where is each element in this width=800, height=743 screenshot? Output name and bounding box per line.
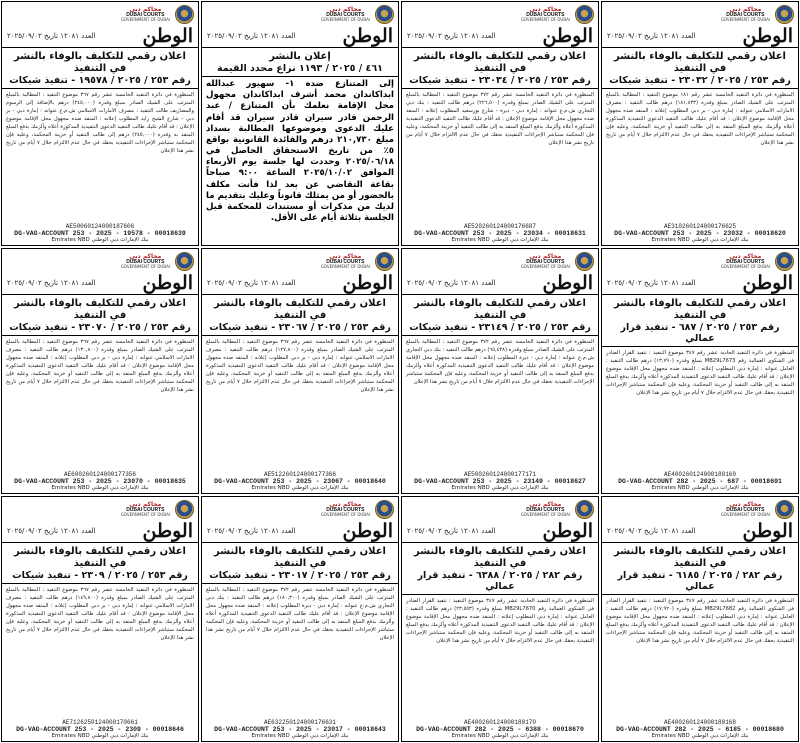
newspaper-name: الوطن bbox=[142, 519, 193, 542]
account-number: DG-VAG-ACCOUNT 253 - 2025 - 23070 - 00018635 bbox=[14, 478, 186, 485]
notice-footer bbox=[606, 223, 794, 243]
notice-headline bbox=[202, 295, 398, 336]
dubai-courts-logo bbox=[721, 502, 770, 517]
dubai-courts-logo bbox=[121, 7, 170, 22]
headline-case-number: ٤٦١ / ٢٠٢٥ / ١١٩٣ نزاع محدد القيمة bbox=[217, 62, 383, 74]
dubai-emblem-icon bbox=[175, 252, 194, 271]
government-label: GOVERNMENT OF DUBAI bbox=[120, 264, 170, 269]
bank-name: بنك الإمارات دبي الوطني Emirates NBD bbox=[451, 733, 549, 739]
notice-body: المنظورة في دائرة التنفيذ الحادية عشر رقم ٣٤٧ موضوع التنفيذ : تنفيذ القرار الصادر في الشكوى العمالية رقم MB29L7673 بمبلغ وقدره (١٣,٧٩٠) درهم طالب التنفيذ : العامل عنوانه : إمارة دبي المطلوب إعلانه : المنفذ ضده مجهول محل الإقامة موضوع الإعلان : قد أقام عليك طالب التنفيذ الدعوى التنفيذية المذكورة أعلاه وألزمك بدفع المبلغ المنفذ به إلى طالب التنفيذ أو خزينة المحكمة، وعليه فإن المحكمة ستباشر الإجراءات التنفيذية بحقك في حال عدم الالتزام خلال ٧ أيام من تاريخ نشر هذا الإعلان bbox=[606, 350, 794, 397]
newspaper-masthead bbox=[2, 272, 198, 295]
reference-number: AE50060124000187606 bbox=[65, 223, 135, 230]
notice-footer bbox=[6, 719, 194, 739]
reference-number: AE400260124000188170 bbox=[463, 719, 536, 726]
notice-footer bbox=[206, 719, 394, 739]
headline-title: اعلان رقمي للتكليف بالوفاء بالنشر في التنفيذ bbox=[14, 298, 186, 321]
dubai-courts-logo bbox=[521, 254, 570, 269]
dubai-emblem-icon bbox=[575, 252, 594, 271]
account-number: DG-VAG-ACCOUNT 253 - 2025 - 23067 - 00018640 bbox=[214, 478, 386, 485]
notice-body: المنظورة في دائرة التنفيذ الخامسة عشر رقم ٣٧٢ موضوع التنفيذ : المطالبة بالمبلغ المترتب على الشيك الصادر بمبلغ وقدره (٢٢٦,٥٠٠) درهم طالب التنفيذ : بنك دبي التجاري ش.م.ع عنوانه : إمارة دبي - ديرة - شارع بورسعيد المطلوب إعلانه : المنفذ ضده مجهول محل الإقامة موضوع الإعلان : قد أقام عليك طالب التنفيذ الدعوى التنفيذية المذكورة أعلاه وألزمك بدفع المبلغ المنفذ به إلى طالب التنفيذ أو خزينة المحكمة، وعليه فإن المحكمة ستباشر الإجراءات التنفيذية بحقك في حال عدم الالتزام خلال ٧ أيام من تاريخ نشر هذا الإعلان bbox=[406, 91, 594, 147]
notice-body: المنظورة في دائرة التنفيذ الحادية عشر رقم ٣٤٧ موضوع التنفيذ : تنفيذ القرار الصادر في الشكوى العمالية رقم MB29L7682 بمبلغ وقدره (١٧,٩٢٠) درهم طالب التنفيذ : العامل عنوانه : إمارة دبي المطلوب إعلانه : المنفذ ضده مجهول محل الإقامة موضوع الإعلان : قد أقام عليك طالب التنفيذ الدعوى التنفيذية المذكورة أعلاه وألزمك بدفع المبلغ المنفذ به إلى طالب التنفيذ أو خزينة المحكمة، وعليه فإن المحكمة ستباشر الإجراءات التنفيذية بحقك في حال عدم الالتزام خلال ٧ أيام من تاريخ نشر هذا الإعلان bbox=[606, 598, 794, 645]
dubai-emblem-icon bbox=[575, 500, 594, 519]
account-number: DG-VAG-ACCOUNT 282 - 2025 - 687 - 00018691 bbox=[618, 478, 782, 485]
headline-case-number: رقم ٢٥٣ / ٢٠٢٥ / ٢٣٠١٧ - تنفيذ شيكات bbox=[209, 569, 391, 581]
court-notice bbox=[1, 1, 199, 246]
court-name-en: DUBAI COURTS bbox=[326, 507, 365, 513]
dubai-courts-logo bbox=[321, 7, 370, 22]
government-label: GOVERNMENT OF DUBAI bbox=[520, 264, 570, 269]
court-name-en: DUBAI COURTS bbox=[126, 12, 165, 18]
court-name-en: DUBAI COURTS bbox=[126, 259, 165, 265]
dubai-emblem-icon bbox=[575, 5, 594, 24]
reference-number: AE400260124000188169 bbox=[663, 471, 736, 478]
court-name-en: DUBAI COURTS bbox=[726, 507, 765, 513]
court-notice bbox=[601, 248, 799, 494]
court-name-ar: محاكم دبي bbox=[729, 501, 762, 508]
court-name-ar: محاكم دبي bbox=[129, 501, 162, 508]
court-name-ar: محاكم دبي bbox=[129, 253, 162, 260]
court-name-en: DUBAI COURTS bbox=[326, 259, 365, 265]
newspaper-name: الوطن bbox=[342, 24, 393, 47]
newspaper-name: الوطن bbox=[542, 519, 593, 542]
headline-title: اعلان رقمي للتكليف بالوفاء بالنشر في التنفيذ bbox=[214, 546, 386, 569]
court-notice bbox=[1, 248, 199, 494]
dubai-courts-logo bbox=[721, 7, 770, 22]
court-name-ar: محاكم دبي bbox=[729, 6, 762, 13]
issue-date: العدد ١٢٠٨١ تاريخ ٢٠٢٥/٠٩/٠٢ bbox=[7, 32, 96, 40]
dubai-emblem-icon bbox=[775, 252, 794, 271]
court-notice bbox=[601, 1, 799, 246]
account-number: DG-VAG-ACCOUNT 253 - 2025 - 23149 - 00018627 bbox=[414, 478, 586, 485]
notice-body: إلى المتنازع ضده ١- سهيور عبدالله ابداكاندان محمد أشرف ابداكاندان مجهول محل الإقامة نعلمك بأن المتنازع / عبد الرحمن قادر سيران قادر سيران قد أقام عليك الدعوى وموضوعها المطالبة بسداد مبلغ ٢١٠,٧٣٠ درهم والفائدة القانونية بواقع ٥٪ من تاريخ الاستحقاق الحاصل في ٢٠٢٥/٠٦/١٨ وحددت لها جلسة يوم الأربعاء الموافق ٢٠٢٥/١٠/٠٢ الساعة ٩:٠٠ صباحاً بقاعة التقاضي عن بعد لذا فأنت مكلف بالحضور أو من يمثلك قانوناً وعليك بتقديم ما لديك من مذكرات أو مستندات للمحكمة قبل الجلسة بثلاثة أيام على الأقل. bbox=[206, 79, 394, 224]
government-label: GOVERNMENT OF DUBAI bbox=[520, 17, 570, 22]
notice-body: المنظورة في دائرة التنفيذ الخامسة عشر رقم ١٨١ موضوع التنفيذ : المطالبة بالمبلغ المترتب على الشيك الصادر بمبلغ وقدره (١٨١,٨٣٣) درهم طالب التنفيذ : مصرف الامارات الاسلامي عنوانه : إمارة دبي - بر دبي المطلوب إعلانه : المنفذ ضده مجهول محل الإقامة موضوع الإعلان : قد أقام عليك طالب التنفيذ الدعوى التنفيذية المذكورة أعلاه وألزمك بدفع المبلغ المنفذ به إلى طالب التنفيذ أو خزينة المحكمة، وعليه فإن المحكمة ستباشر الإجراءات التنفيذية بحقك في حال عدم الالتزام خلال ٧ أيام من تاريخ نشر هذا الإعلان bbox=[606, 91, 794, 147]
logo-bar bbox=[202, 497, 398, 520]
dubai-courts-logo bbox=[321, 254, 370, 269]
government-label: GOVERNMENT OF DUBAI bbox=[320, 17, 370, 22]
bank-name: بنك الإمارات دبي الوطني Emirates NBD bbox=[651, 237, 749, 243]
account-number: DG-VAG-ACCOUNT 253 - 2025 - 23032 - 00018620 bbox=[614, 230, 786, 237]
dubai-courts-logo bbox=[521, 502, 570, 517]
dubai-emblem-icon bbox=[775, 5, 794, 24]
notice-headline bbox=[202, 543, 398, 584]
logo-bar bbox=[2, 497, 198, 520]
logo-bar bbox=[402, 2, 598, 25]
court-notice bbox=[401, 1, 599, 246]
government-label: GOVERNMENT OF DUBAI bbox=[120, 512, 170, 517]
notice-body: المنظورة في دائرة التنفيذ الخامسة عشر رقم ٣٦٧ موضوع التنفيذ : المطالبة بالمبلغ المترتب على الشيك الصادر بمبلغ وقدره (١٣٠,٨٠٠) درهم طالب التنفيذ : مصرف الامارات الاسلامي عنوانه : إمارة دبي - بر دبي المطلوب إعلانه : المنفذ ضده مجهول محل الإقامة موضوع الإعلان : قد أقام عليك طالب التنفيذ الدعوى التنفيذية المذكورة أعلاه وألزمك بدفع المبلغ المنفذ به إلى طالب التنفيذ أو خزينة المحكمة، وعليه فإن المحكمة ستباشر الإجراءات التنفيذية بحقك في حال عدم الالتزام خلال ٧ أيام من تاريخ نشر هذا الإعلان bbox=[6, 338, 194, 394]
issue-date: العدد ١٢٠٨١ تاريخ ٢٠٢٥/٠٩/٠٢ bbox=[207, 279, 296, 287]
headline-case-number: رقم ٢٥٣ / ٢٠٢٥ / ٢٣٠٣٤ - تنفيذ شيكات bbox=[409, 74, 591, 86]
headline-case-number: رقم ٢٥٣ / ٢٠٢٥ / ٢٣٠٣٢ - تنفيذ شيكات bbox=[609, 74, 791, 86]
logo-bar bbox=[602, 2, 798, 25]
headline-case-number: رقم ٢٥٣ / ٢٠٢٥ / ١٩٥٧٨ - تنفيذ شيكات bbox=[9, 74, 191, 86]
court-name-ar: محاكم دبي bbox=[729, 253, 762, 260]
headline-title: اعلان رقمي للتكليف بالوفاء بالنشر في التنفيذ bbox=[414, 546, 586, 569]
notice-body: المنظورة في دائرة التنفيذ الخامسة عشر رقم ٣٦٧ موضوع التنفيذ : المطالبة بالمبلغ المترتب على الشيك الصادر بمبلغ وقدره (١٤٩,٨٠٠) درهم طالب التنفيذ : مصرف الامارات الاسلامي عنوانه : إمارة دبي - بر دبي المطلوب إعلانه : المنفذ ضده مجهول محل الإقامة موضوع الإعلان : قد أقام عليك طالب التنفيذ الدعوى التنفيذية المذكورة أعلاه وألزمك بدفع المبلغ المنفذ به إلى طالب التنفيذ أو خزينة المحكمة، وعليه فإن المحكمة ستباشر الإجراءات التنفيذية بحقك في حال عدم الالتزام خلال ٧ أيام من تاريخ نشر هذا الإعلان bbox=[6, 586, 194, 642]
court-notice bbox=[201, 248, 399, 494]
newspaper-name: الوطن bbox=[142, 24, 193, 47]
headline-title: إعلان بالنشر bbox=[269, 51, 331, 62]
newspaper-name: الوطن bbox=[342, 519, 393, 542]
court-notice bbox=[401, 248, 599, 494]
government-label: GOVERNMENT OF DUBAI bbox=[720, 264, 770, 269]
account-number: DG-VAG-ACCOUNT 253 - 2025 - 2309 - 00018646 bbox=[16, 726, 184, 733]
dubai-courts-logo bbox=[321, 502, 370, 517]
newspaper-masthead bbox=[202, 520, 398, 543]
bank-name: بنك الإمارات دبي الوطني Emirates NBD bbox=[251, 733, 349, 739]
logo-bar bbox=[202, 2, 398, 25]
court-name-en: DUBAI COURTS bbox=[726, 12, 765, 18]
newspaper-name: الوطن bbox=[742, 271, 793, 294]
logo-bar bbox=[402, 249, 598, 272]
notice-headline bbox=[2, 543, 198, 584]
court-notice bbox=[1, 496, 199, 742]
notice-footer bbox=[406, 223, 594, 243]
court-notice bbox=[601, 496, 799, 742]
dubai-emblem-icon bbox=[375, 5, 394, 24]
notice-footer bbox=[606, 719, 794, 739]
bank-name: بنك الإمارات دبي الوطني Emirates NBD bbox=[651, 733, 749, 739]
notice-footer bbox=[206, 471, 394, 491]
court-name-ar: محاكم دبي bbox=[329, 501, 362, 508]
court-notice bbox=[201, 496, 399, 742]
headline-case-number: رقم ٢٥٣ / ٢٠٢٥ / ٦٨٧ - تنفيذ قرار عمالي bbox=[620, 321, 780, 344]
government-label: GOVERNMENT OF DUBAI bbox=[520, 512, 570, 517]
dubai-emblem-icon bbox=[375, 252, 394, 271]
notice-headline bbox=[602, 543, 798, 595]
bank-name: بنك الإمارات دبي الوطني Emirates NBD bbox=[651, 485, 749, 491]
logo-bar bbox=[2, 249, 198, 272]
court-notice bbox=[201, 1, 399, 246]
headline-case-number: رقم ٢٨٢ / ٢٠٢٥ / ٦١٨٥ - تنفيذ قرار عمالي bbox=[617, 569, 783, 592]
notice-headline bbox=[402, 295, 598, 336]
headline-title: اعلان رقمي للتكليف بالوفاء بالنشر في التنفيذ bbox=[414, 298, 586, 321]
government-label: GOVERNMENT OF DUBAI bbox=[120, 17, 170, 22]
headline-title: اعلان رقمي للتكليف بالوفاء بالنشر في التنفيذ bbox=[614, 51, 786, 74]
newspaper-masthead bbox=[2, 520, 198, 543]
court-name-ar: محاكم دبي bbox=[129, 6, 162, 13]
dubai-courts-logo bbox=[121, 254, 170, 269]
issue-date: العدد ١٢٠٨١ تاريخ ٢٠٢٥/٠٩/٠٢ bbox=[407, 279, 496, 287]
issue-date: العدد ١٢٠٨١ تاريخ ٢٠٢٥/٠٩/٠٢ bbox=[607, 279, 696, 287]
notice-headline bbox=[2, 48, 198, 89]
headline-title: اعلان رقمي للتكليف بالوفاء بالنشر في التنفيذ bbox=[614, 298, 786, 321]
headline-title: اعلان رقمي للتكليف بالوفاء بالنشر في التنفيذ bbox=[14, 51, 186, 74]
court-name-en: DUBAI COURTS bbox=[526, 507, 565, 513]
dubai-emblem-icon bbox=[175, 5, 194, 24]
logo-bar bbox=[2, 2, 198, 25]
government-label: GOVERNMENT OF DUBAI bbox=[320, 264, 370, 269]
reference-number: AE512260124000177366 bbox=[263, 471, 336, 478]
issue-date: العدد ١٢٠٨١ تاريخ ٢٠٢٥/٠٩/٠٢ bbox=[607, 527, 696, 535]
notice-headline bbox=[402, 48, 598, 89]
bank-name: بنك الإمارات دبي الوطني Emirates NBD bbox=[51, 237, 149, 243]
newspaper-masthead bbox=[202, 25, 398, 48]
issue-date: العدد ١٢٠٨١ تاريخ ٢٠٢٥/٠٩/٠٢ bbox=[207, 32, 296, 40]
issue-date: العدد ١٢٠٨١ تاريخ ٢٠٢٥/٠٩/٠٢ bbox=[7, 279, 96, 287]
reference-number: AE500260124000177171 bbox=[463, 471, 536, 478]
notice-headline bbox=[2, 295, 198, 336]
dubai-courts-logo bbox=[721, 254, 770, 269]
court-name-en: DUBAI COURTS bbox=[326, 12, 365, 18]
reference-number: AE600260124000177356 bbox=[63, 471, 136, 478]
headline-title: اعلان رقمي للتكليف بالوفاء بالنشر في التنفيذ bbox=[14, 546, 186, 569]
notice-footer bbox=[606, 471, 794, 491]
issue-date: العدد ١٢٠٨١ تاريخ ٢٠٢٥/٠٩/٠٢ bbox=[407, 32, 496, 40]
issue-date: العدد ١٢٠٨١ تاريخ ٢٠٢٥/٠٩/٠٢ bbox=[407, 527, 496, 535]
newspaper-masthead bbox=[602, 25, 798, 48]
account-number: DG-VAG-ACCOUNT 253 - 2025 - 23034 - 00018631 bbox=[414, 230, 586, 237]
court-name-ar: محاكم دبي bbox=[529, 6, 562, 13]
notice-headline bbox=[602, 295, 798, 347]
newspaper-name: الوطن bbox=[742, 24, 793, 47]
bank-name: بنك الإمارات دبي الوطني Emirates NBD bbox=[51, 733, 149, 739]
dubai-emblem-icon bbox=[175, 500, 194, 519]
newspaper-name: الوطن bbox=[542, 271, 593, 294]
notice-headline bbox=[402, 543, 598, 595]
court-name-en: DUBAI COURTS bbox=[526, 259, 565, 265]
court-name-en: DUBAI COURTS bbox=[726, 259, 765, 265]
account-number: DG-VAG-ACCOUNT 253 - 2025 - 19578 - 00018639 bbox=[14, 230, 186, 237]
dubai-courts-logo bbox=[521, 7, 570, 22]
government-label: GOVERNMENT OF DUBAI bbox=[720, 512, 770, 517]
headline-case-number: رقم ٢٥٣ / ٢٠٢٥ / ٢٣٠٧٠ - تنفيذ شيكات bbox=[9, 321, 191, 333]
issue-date: العدد ١٢٠٨١ تاريخ ٢٠٢٥/٠٩/٠٢ bbox=[607, 32, 696, 40]
reference-number: AE310260124000176625 bbox=[663, 223, 736, 230]
logo-bar bbox=[402, 497, 598, 520]
notice-headline bbox=[602, 48, 798, 89]
court-name-ar: محاكم دبي bbox=[529, 501, 562, 508]
newspaper-masthead bbox=[2, 25, 198, 48]
newspaper-name: الوطن bbox=[742, 519, 793, 542]
dubai-emblem-icon bbox=[375, 500, 394, 519]
newspaper-name: الوطن bbox=[342, 271, 393, 294]
headline-case-number: رقم ٢٨٢ / ٢٠٢٥ / ٦٣٨٨ - تنفيذ قرار عمالي bbox=[417, 569, 583, 592]
dubai-emblem-icon bbox=[775, 500, 794, 519]
headline-title: اعلان رقمي للتكليف بالوفاء بالنشر في التنفيذ bbox=[214, 298, 386, 321]
logo-bar bbox=[602, 497, 798, 520]
newspaper-masthead bbox=[402, 25, 598, 48]
court-name-ar: محاكم دبي bbox=[329, 6, 362, 13]
headline-case-number: رقم ٢٥٣ / ٢٠٢٥ / ٢٣٠٩ - تنفيذ شيكات bbox=[12, 569, 188, 581]
newspaper-masthead bbox=[402, 520, 598, 543]
court-name-ar: محاكم دبي bbox=[529, 253, 562, 260]
notice-body: المنظورة في دائرة التنفيذ الخامسة عشر رقم ٣٧٢ موضوع التنفيذ : المطالبة بالمبلغ المترتب على الشيك الصادر بمبلغ وقدره (١٨٠,٣٠٠) درهم طالب التنفيذ : بنك دبي التجاري ش.م.ع عنوانه : إمارة دبي - ديرة المطلوب إعلانه : المنفذ ضده مجهول محل الإقامة موضوع الإعلان : قد أقام عليك طالب التنفيذ الدعوى التنفيذية المذكورة أعلاه وألزمك بدفع المبلغ المنفذ به إلى طالب التنفيذ أو خزينة المحكمة، وعليه فإن المحكمة ستباشر الإجراءات التنفيذية بحقك في حال عدم الالتزام خلال ٧ أيام من تاريخ نشر هذا الإعلان bbox=[206, 586, 394, 642]
newspaper-masthead bbox=[602, 272, 798, 295]
court-name-en: DUBAI COURTS bbox=[526, 12, 565, 18]
newspaper-masthead bbox=[402, 272, 598, 295]
headline-case-number: رقم ٢٥٣ / ٢٠٢٥ / ٢٣١٤٩ - تنفيذ شيكات bbox=[409, 321, 591, 333]
logo-bar bbox=[602, 249, 798, 272]
bank-name: بنك الإمارات دبي الوطني Emirates NBD bbox=[451, 485, 549, 491]
reference-number: AE7126250124000170661 bbox=[62, 719, 138, 726]
reference-number: AE400260124000188168 bbox=[663, 719, 736, 726]
account-number: DG-VAG-ACCOUNT 282 - 2025 - 6185 - 00018680 bbox=[616, 726, 784, 733]
notice-body: المنظورة في دائرة التنفيذ الخامسة عشر رقم ٣٦٧ موضوع التنفيذ : المطالبة بالمبلغ المترتب على الشيك الصادر بمبلغ وقدره (١٢٧,٨٠٠) درهم طالب التنفيذ : مصرف الامارات الاسلامي عنوانه : إمارة دبي - بر دبي المطلوب إعلانه : المنفذ ضده مجهول محل الإقامة موضوع الإعلان : قد أقام عليك طالب التنفيذ الدعوى التنفيذية المذكورة أعلاه وألزمك بدفع المبلغ المنفذ به إلى طالب التنفيذ أو خزينة المحكمة، وعليه فإن المحكمة ستباشر الإجراءات التنفيذية بحقك في حال عدم الالتزام خلال ٧ أيام من تاريخ نشر هذا الإعلان bbox=[206, 338, 394, 394]
reference-number: AE520260124000176687 bbox=[463, 223, 536, 230]
reference-number: AE632250124000176631 bbox=[263, 719, 336, 726]
account-number: DG-VAG-ACCOUNT 282 - 2025 - 6388 - 00018670 bbox=[416, 726, 584, 733]
government-label: GOVERNMENT OF DUBAI bbox=[720, 17, 770, 22]
notice-body: المنظورة في دائرة التنفيذ الخامسة عشر رقم ٣٦٧ موضوع التنفيذ : المطالبة بالمبلغ المترتب على الشيك الصادر بمبلغ وقدره (٢٤٥,٠٠٠) درهم بالإضافة إلى الرسوم والمصاريف طالب التنفيذ : مصرف الامارات الاسلامي ش.م.ع عنوانه : إمارة دبي - بر دبي - شارع الشيخ زايد المطلوب إعلانه : المنفذ ضده مجهول محل الإقامة موضوع الإعلان : قد أقام عليك طالب التنفيذ الدعوى التنفيذية المذكورة أعلاه وألزمك بدفع المبلغ المنفذ به وقدره (٢٤٥,٠٠٠) درهم إلى طالب التنفيذ أو خزينة المحكمة، وعليه فإن المحكمة ستباشر الإجراءات التنفيذية بحقك في حال عدم الالتزام خلال ٧ أيام من تاريخ نشر هذا الإعلان bbox=[6, 91, 194, 155]
newspaper-masthead bbox=[202, 272, 398, 295]
newspaper-name: الوطن bbox=[142, 271, 193, 294]
newspaper-name: الوطن bbox=[542, 24, 593, 47]
notice-footer bbox=[406, 719, 594, 739]
issue-date: العدد ١٢٠٨١ تاريخ ٢٠٢٥/٠٩/٠٢ bbox=[7, 527, 96, 535]
court-name-en: DUBAI COURTS bbox=[126, 507, 165, 513]
newspaper-masthead bbox=[602, 520, 798, 543]
logo-bar bbox=[202, 249, 398, 272]
government-label: GOVERNMENT OF DUBAI bbox=[320, 512, 370, 517]
headline-title: اعلان رقمي للتكليف بالوفاء بالنشر في التنفيذ bbox=[614, 546, 786, 569]
court-notice bbox=[401, 496, 599, 742]
headline-title: اعلان رقمي للتكليف بالوفاء بالنشر في التنفيذ bbox=[414, 51, 586, 74]
notice-footer bbox=[6, 471, 194, 491]
bank-name: بنك الإمارات دبي الوطني Emirates NBD bbox=[51, 485, 149, 491]
account-number: DG-VAG-ACCOUNT 253 - 2025 - 23017 - 00018643 bbox=[214, 726, 386, 733]
notice-footer bbox=[406, 471, 594, 491]
headline-case-number: رقم ٢٥٣ / ٢٠٢٥ / ٢٣٠٦٧ - تنفيذ شيكات bbox=[209, 321, 391, 333]
court-name-ar: محاكم دبي bbox=[329, 253, 362, 260]
notice-body: المنظورة في دائرة التنفيذ الحادية عشر رقم ٣٤٧ موضوع التنفيذ : تنفيذ القرار الصادر في الشكوى العمالية رقم MB29L7670 بمبلغ وقدره (٢٣,٥٥٣) درهم طالب التنفيذ : العامل عنوانه : إمارة دبي المطلوب إعلانه : المنفذ ضده مجهول محل الإقامة موضوع الإعلان : قد أقام عليك طالب التنفيذ الدعوى التنفيذية المذكورة أعلاه وألزمك بدفع المبلغ المنفذ به إلى طالب التنفيذ أو خزينة المحكمة، وعليه فإن المحكمة ستباشر الإجراءات التنفيذية بحقك في حال عدم الالتزام خلال ٧ أيام من تاريخ نشر هذا الإعلان bbox=[406, 598, 594, 645]
notice-body: المنظورة في دائرة التنفيذ الخامسة عشر رقم ٣٧٢ موضوع التنفيذ : المطالبة بالمبلغ المترتب على الشيك الصادر بمبلغ وقدره (٦٥,٤٣٨) درهم طالب التنفيذ : بنك دبي التجاري ش.م.ع عنوانه : إمارة دبي - ديرة المطلوب إعلانه : المنفذ ضده مجهول محل الإقامة موضوع الإعلان : قد أقام عليك طالب التنفيذ الدعوى التنفيذية المذكورة أعلاه وألزمك بدفع المبلغ المنفذ به إلى طالب التنفيذ أو خزينة المحكمة، وعليه فإن المحكمة ستباشر الإجراءات التنفيذية بحقك في حال عدم الالتزام خلال ٧ أيام من تاريخ نشر هذا الإعلان bbox=[406, 338, 594, 386]
bank-name: بنك الإمارات دبي الوطني Emirates NBD bbox=[451, 237, 549, 243]
notice-headline bbox=[202, 48, 398, 77]
bank-name: بنك الإمارات دبي الوطني Emirates NBD bbox=[251, 485, 349, 491]
dubai-courts-logo bbox=[121, 502, 170, 517]
notice-footer bbox=[6, 223, 194, 243]
issue-date: العدد ١٢٠٨١ تاريخ ٢٠٢٥/٠٩/٠٢ bbox=[207, 527, 296, 535]
